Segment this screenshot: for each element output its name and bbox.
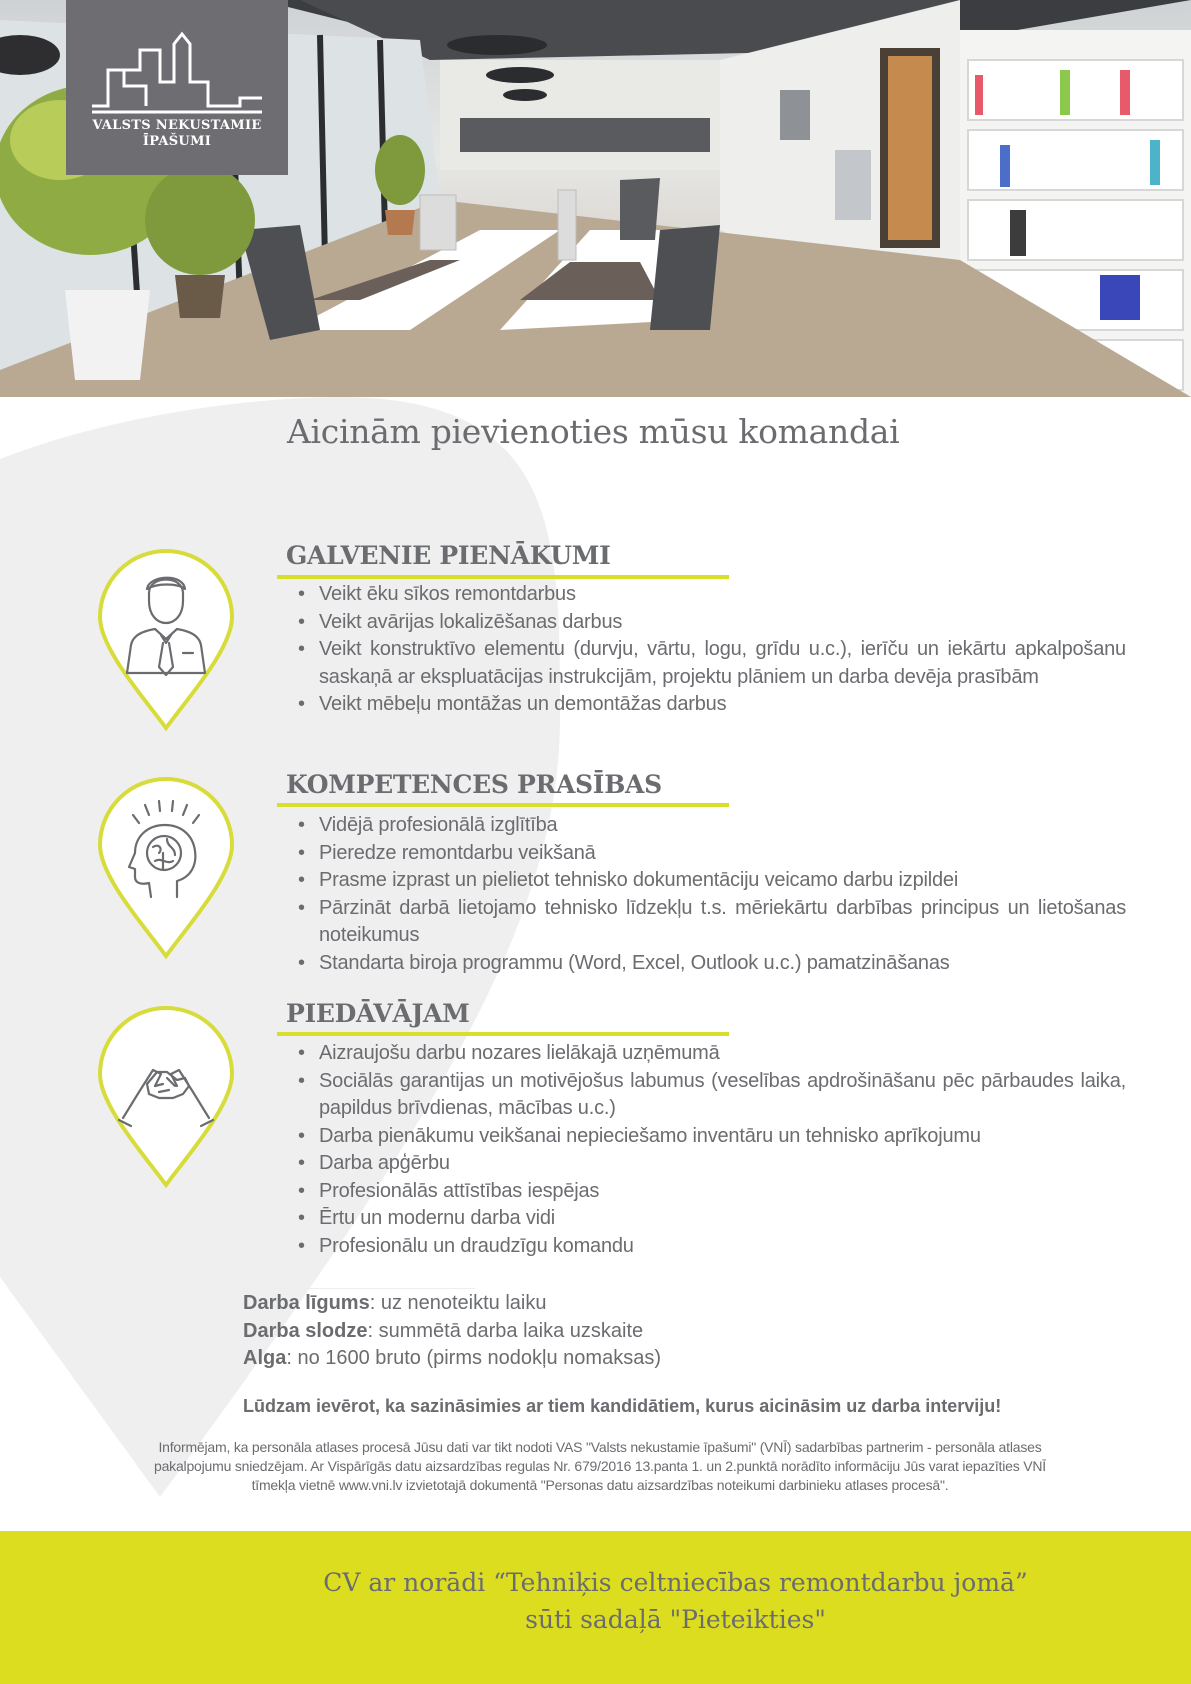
privacy-line-2: pakalpojumu sniedzējam. Ar Vispārīgās datu aizsardzības regulas Nr. 679/2016 13.panta 1. un 2.punktā norādīto informāciju Jūs varat iepazīties VNĪ [154, 1458, 1046, 1474]
apply-line-2: sūti sadaļā "Pieteikties" [525, 1605, 826, 1634]
list-item: • Veikt mēbeļu montāžas un demontāžas darbus [296, 691, 1126, 719]
list-item: • Sociālās garantijas un motivējošus labumus (veselības apdrošināšanu pēc pārbaudes laika, papildus brīvdienas, mācības u.c.) [296, 1068, 1126, 1123]
privacy-notice [100, 1438, 1100, 1495]
privacy-line-3: tīmekļa vietnē www.vni.lv izvietotajā dokumentā "Personas datu aizsardzības noteikumi darbinieku atlases procesā". [251, 1477, 949, 1493]
section-title-duties: GALVENIE PIENĀKUMI [286, 541, 611, 570]
section-divider [277, 575, 729, 579]
list-item: • Vidējā profesionālā izglītība [296, 812, 1126, 840]
logo-text [66, 118, 288, 150]
apply-line-1: CV ar norādi “Tehniķis celtniecības remontdarbu jomā” [323, 1568, 1028, 1597]
salary-label: Alga [243, 1347, 287, 1369]
businessman-icon [97, 549, 235, 731]
head-brain-icon [97, 777, 235, 959]
faint-divider [55, 1288, 475, 1289]
logo-line-2: ĪPAŠUMI [142, 134, 212, 149]
list-item: • Prasme izprast un pielietot tehnisko dokumentāciju veicamo darbu izpildei [296, 867, 1126, 895]
apply-instruction [0, 1564, 1191, 1638]
company-logo [66, 0, 288, 175]
load-label: Darba slodze [243, 1319, 368, 1342]
list-item: • Profesionālās attīstības iespējas [296, 1178, 1126, 1206]
list-item: • Pārzināt darbā lietojamo tehnisko līdzekļu t.s. mēriekārtu darbības principus un lietošanas noteikumus [296, 895, 1126, 950]
list-item: • Pieredze remontdarbu veikšanā [296, 840, 1126, 868]
list-item: • Darba apģērbu [296, 1150, 1126, 1178]
list-item: • Veikt ēku sīkos remontdarbus [296, 581, 1126, 609]
duties-list [296, 581, 1126, 719]
employment-terms [243, 1290, 661, 1373]
interview-notice: Lūdzam ievērot, ka sazināsimies ar tiem kandidātiem, kurus aicināsim uz darba interviju! [243, 1396, 1002, 1416]
handshake-icon [97, 1006, 235, 1188]
load-value: : summētā darba laika uzskaite [367, 1319, 644, 1342]
competence-list [296, 812, 1126, 977]
office-photo [0, 0, 1191, 397]
section-title-competence: KOMPETENCES PRASĪBAS [286, 770, 662, 799]
salary-value: : no 1600 bruto (pirms nodokļu nomaksas) [286, 1347, 661, 1369]
buildings-logo-icon [90, 30, 264, 114]
list-item: • Standarta biroja programmu (Word, Excel, Outlook u.c.) pamatzināšanas [296, 950, 1126, 978]
apply-footer-banner [0, 1531, 1191, 1684]
contract-label: Darba līgums [243, 1292, 370, 1314]
section-divider [277, 1032, 729, 1036]
list-item: • Veikt avārijas lokalizēšanas darbus [296, 609, 1126, 637]
load-row [243, 1318, 661, 1346]
offer-list [296, 1040, 1126, 1260]
list-item: • Darba pienākumu veikšanai nepieciešamo inventāru un tehnisko aprīkojumu [296, 1123, 1126, 1151]
logo-line-1: VALSTS NEKUSTAMIE [92, 118, 262, 133]
section-divider [277, 803, 729, 807]
contract-value: : uz nenoteiktu laiku [369, 1292, 547, 1314]
contract-row [243, 1290, 661, 1318]
section-title-offer: PIEDĀVĀJAM [286, 999, 470, 1028]
list-item: • Profesionālu un draudzīgu komandu [296, 1233, 1126, 1261]
page-title: Aicinām pievienoties mūsu komandai [287, 412, 900, 451]
list-item: • Veikt konstruktīvo elementu (durvju, vārtu, logu, grīdu u.c.), ierīču un iekārtu apkalpošanu saskaņā ar ekspluatācijas instrukcijām, projektu plāniem un darba devēja prasībām [296, 636, 1126, 691]
list-item: • Aizraujošu darbu nozares lielākajā uzņēmumā [296, 1040, 1126, 1068]
salary-row [243, 1345, 661, 1373]
list-item: • Ērtu un modernu darba vidi [296, 1205, 1126, 1233]
privacy-line-1: Informējam, ka personāla atlases procesā Jūsu dati var tikt nodoti VAS "Valsts nekustamie īpašumi" (VNĪ) sadarbības partnerim - personāla atlases [158, 1439, 1042, 1455]
